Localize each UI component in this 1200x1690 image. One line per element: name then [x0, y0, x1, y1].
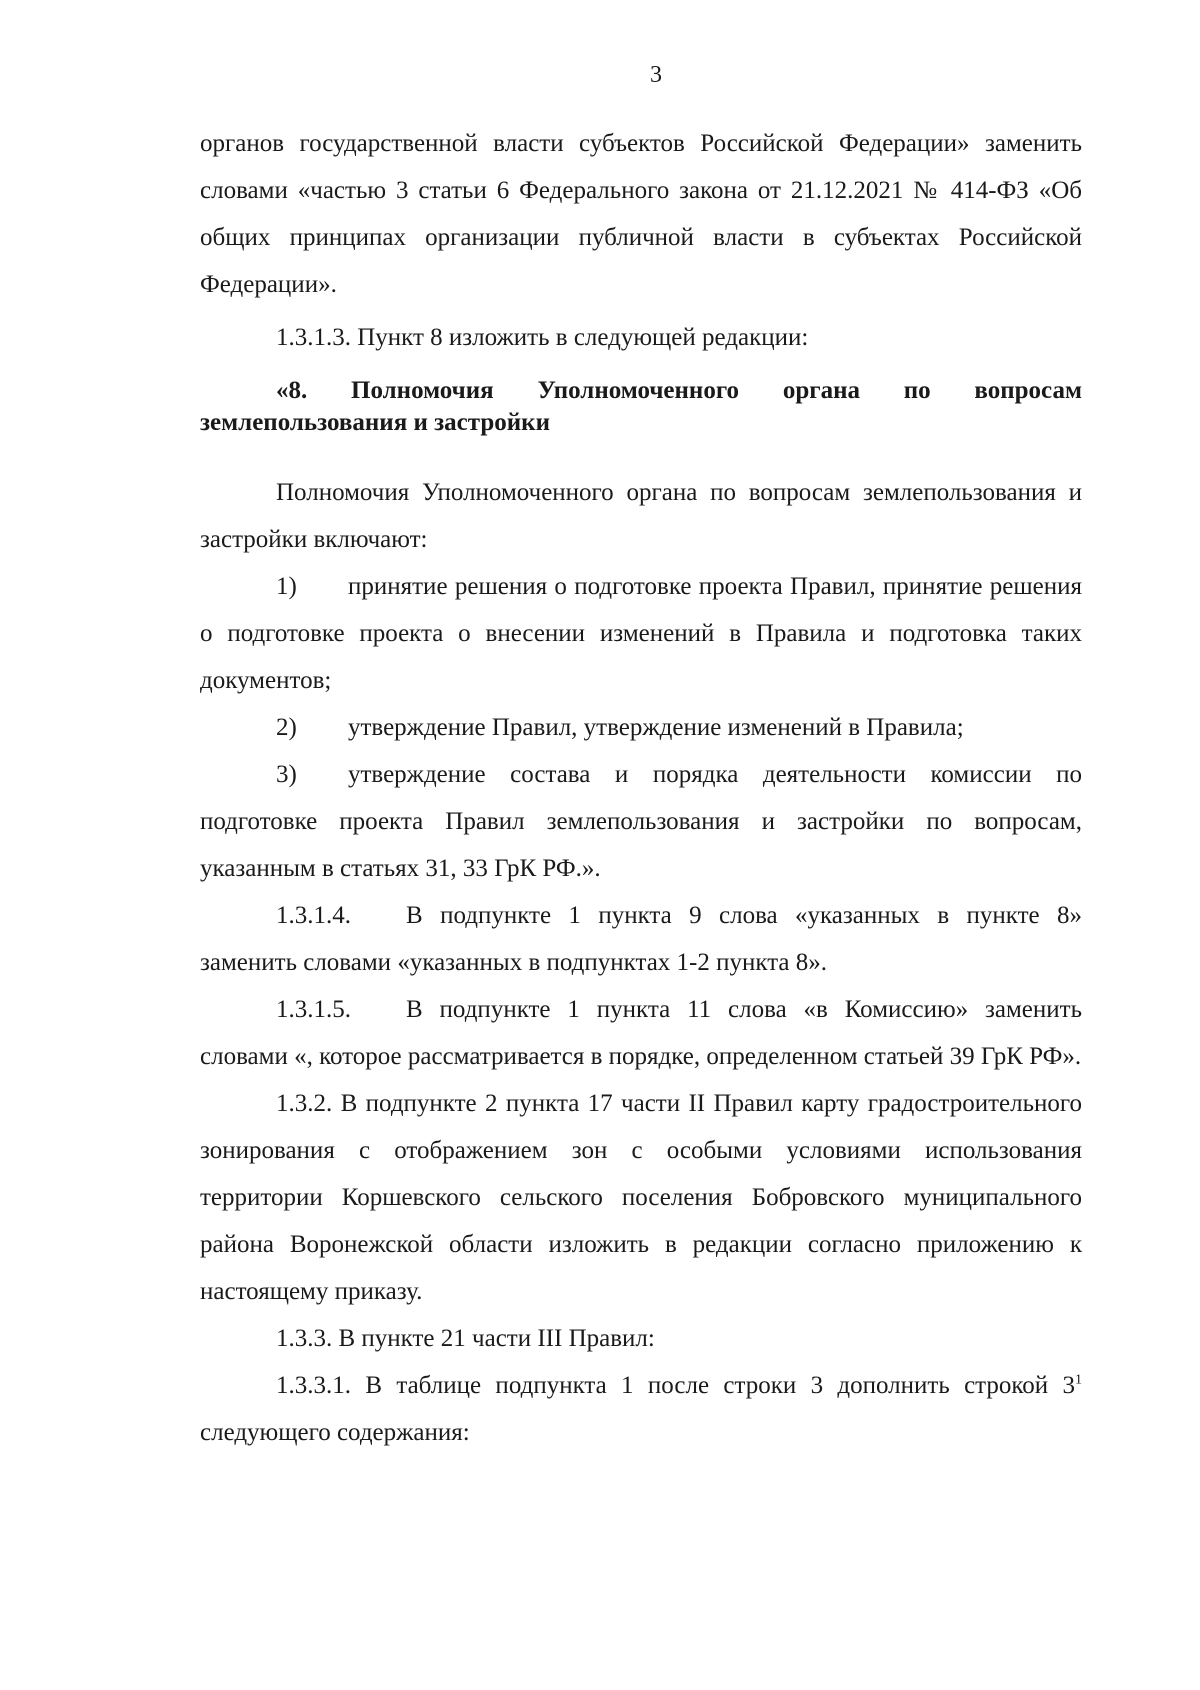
paragraph-1-3-3-1 [200, 1362, 1082, 1456]
list-item-2 [200, 704, 1082, 751]
paragraph-1-3-1-3: 1.3.1.3. Пункт 8 изложить в следующей редакции: [276, 324, 809, 351]
paragraph-1-3-1-5-number: 1.3.1.5. [276, 996, 351, 1023]
list-item-1 [200, 563, 1082, 704]
paragraph-1-3-1-4-number: 1.3.1.4. [276, 902, 351, 929]
paragraph-1-3-1-4 [200, 892, 1082, 986]
paragraph-powers-intro: Полномочия Уполномоченного органа по вопросам землепользования и застройки включают: [200, 479, 1082, 553]
list-item-2-number: 2) [276, 714, 297, 741]
list-item-3-number: 3) [276, 761, 297, 788]
list-item-3-text: утверждение состава и порядка деятельности комиссии по подготовке проекта Правил землепользования и застройки по вопросам, указанным в статьях 31, 33 ГрК РФ.». [200, 761, 1082, 882]
paragraph-1-3-2: 1.3.2. В подпункте 2 пункта 17 части II Правил карту градостроительного зонирования с отображением зон с особыми условиями использования территории Коршевского сельского поселения Бобровского муниципального района Воронежской области изложить в редакции согласно приложению к настоящему приказу. [200, 1090, 1082, 1305]
list-item-1-number: 1) [276, 573, 297, 600]
paragraph-1-3-1-5 [200, 986, 1082, 1080]
paragraph-1-3-3: 1.3.3. В пункте 21 части III Правил: [276, 1325, 655, 1352]
list-item-2-text: утверждение Правил, утверждение изменений в Правила; [348, 714, 964, 741]
paragraph-continuation: органов государственной власти субъектов Российской Федерации» заменить словами «частью 3 статьи 6 Федерального закона от 21.12.2021 № 414-ФЗ «Об общих принципах организации публичной власти в субъектах Российской Федерации». [200, 130, 1082, 298]
paragraph-1-3-1-5-text: В подпункте 1 пункта 11 слова «в Комиссию» заменить словами «, которое рассматривается в порядке, определенном статьей 39 ГрК РФ». [200, 996, 1082, 1070]
paragraph-1-3-1-4-text: В подпункте 1 пункта 9 слова «указанных в пункте 8» заменить словами «указанных в подпунктах 1-2 пункта 8». [200, 902, 1082, 976]
page-number: 3 [650, 62, 662, 88]
list-item-1-text: принятие решения о подготовке проекта Правил, принятие решения о подготовке проекта о внесении изменений в Правила и подготовка таких документов; [200, 573, 1082, 694]
section-heading: «8. Полномочия Уполномоченного органа по вопросам землепользования и застройки [200, 377, 1082, 436]
paragraph-1-3-3-1-text: 1.3.3.1. В таблице подпункта 1 после строки 3 дополнить строкой 3 [276, 1372, 1075, 1399]
paragraph-1-3-3-1-end: следующего содержания: [200, 1419, 470, 1446]
list-item-3 [200, 751, 1082, 892]
superscript: 1 [1075, 1372, 1082, 1388]
